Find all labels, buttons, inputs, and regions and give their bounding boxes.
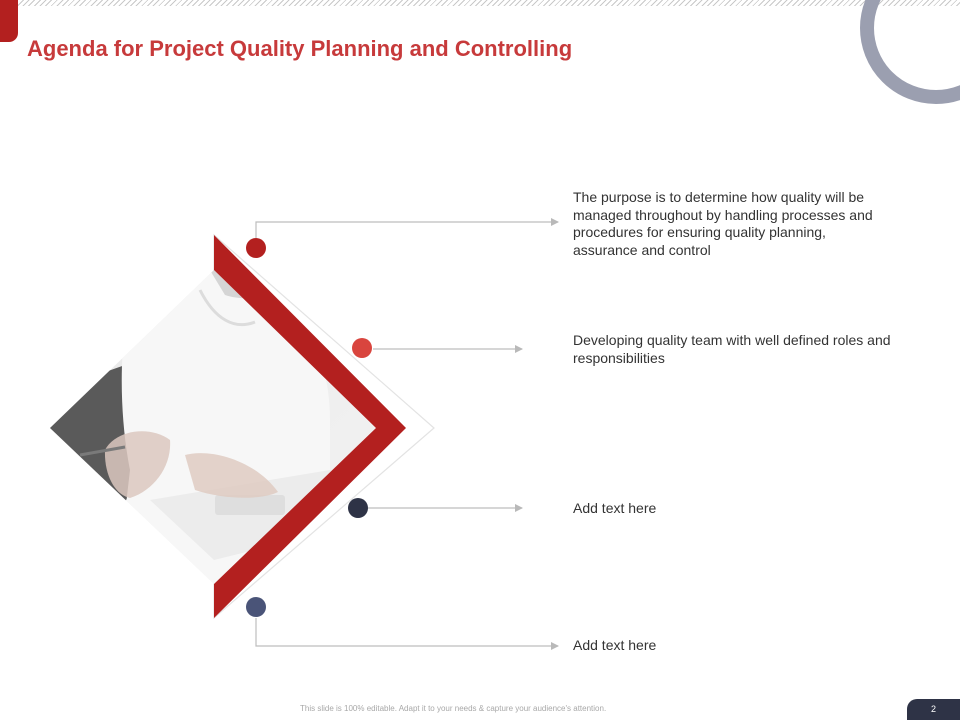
agenda-item-1: The purpose is to determine how quality will be managed throughout by handling processes and procedures for ensuring quality planning, assurance and control (573, 189, 873, 258)
marker-2-circle-icon (352, 338, 372, 358)
footer-note: This slide is 100% editable. Adapt it to your needs & capture your audience's attention. (300, 704, 607, 713)
page-title: Agenda for Project Quality Planning and Controlling (27, 36, 573, 61)
marker-3-circle-icon (348, 498, 368, 518)
marker-1-circle-icon (246, 238, 266, 258)
connector-1 (256, 222, 558, 238)
connector-4 (256, 618, 558, 646)
marker-4-circle-icon (246, 597, 266, 617)
page-number: 2 (907, 699, 960, 720)
agenda-item-2: Developing quality team with well defined roles and responsibilities (573, 332, 891, 366)
agenda-item-4: Add text here (573, 637, 657, 653)
agenda-item-3: Add text here (573, 500, 657, 516)
photo-placeholder-icon (40, 260, 385, 600)
